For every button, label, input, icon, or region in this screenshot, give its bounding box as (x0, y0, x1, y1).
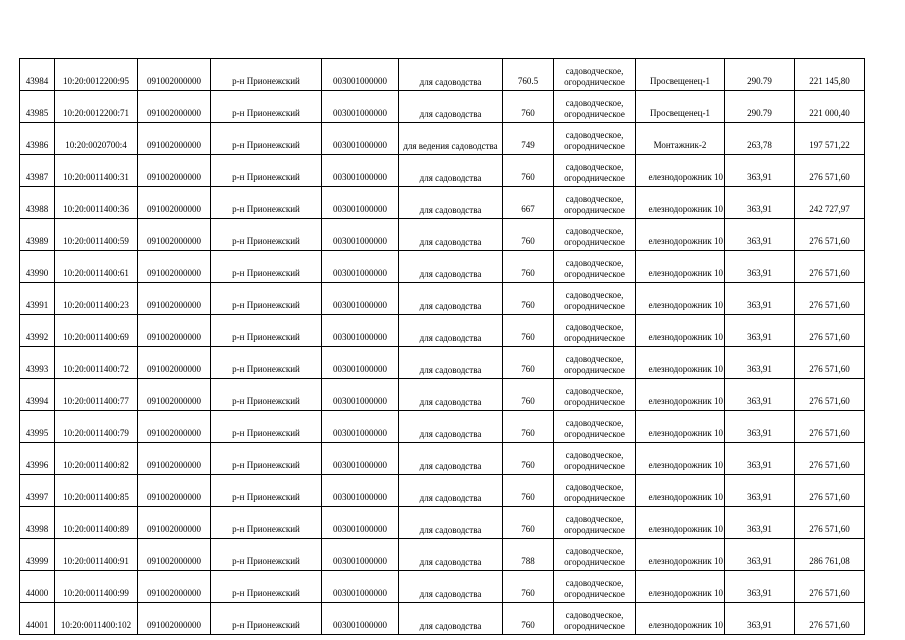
permitted-use-cell: для садоводства (399, 251, 503, 283)
category-code-cell: 003001000000 (322, 155, 399, 187)
group-line-2: огородническое (564, 397, 625, 407)
location-cell: елезнодорожник 10 (636, 347, 725, 379)
area-cell: 760 (503, 571, 554, 603)
group-cell (554, 155, 636, 187)
group-line-2: огородническое (564, 141, 625, 151)
group-line-1: садоводческое, (565, 354, 624, 364)
table-row (20, 251, 865, 283)
district-cell: р-н Прионежский (211, 411, 322, 443)
location-cell: елезнодорожник 10 (636, 379, 725, 411)
table-row (20, 379, 865, 411)
group-cell (554, 187, 636, 219)
cadastral-value-cell: 221 000,40 (795, 91, 865, 123)
group-cell (554, 91, 636, 123)
location-cell: елезнодорожник 10 (636, 155, 725, 187)
cadastral-number-cell: 10:20:0011400:102 (55, 603, 138, 635)
cadastral-number-cell: 10:20:0011400:23 (55, 283, 138, 315)
group-line-1: садоводческое, (565, 226, 624, 236)
specific-value-cell: 363,91 (725, 155, 795, 187)
cadastral-number-cell: 10:20:0011400:85 (55, 475, 138, 507)
okato-code-cell: 091002000000 (138, 123, 211, 155)
cadastral-number-cell: 10:20:0011400:79 (55, 411, 138, 443)
group-line-2: огородническое (564, 109, 625, 119)
cadastral-value-cell: 276 571,60 (795, 475, 865, 507)
group-line-1: садоводческое, (565, 546, 624, 556)
okato-code-cell: 091002000000 (138, 251, 211, 283)
permitted-use-cell: для садоводства (399, 507, 503, 539)
cadastral-value-cell: 276 571,60 (795, 411, 865, 443)
district-cell: р-н Прионежский (211, 283, 322, 315)
group-cell (554, 411, 636, 443)
category-code-cell: 003001000000 (322, 539, 399, 571)
record-number-cell: 43997 (20, 475, 55, 507)
record-number-cell: 43988 (20, 187, 55, 219)
category-code-cell: 003001000000 (322, 411, 399, 443)
cadastral-value-cell: 276 571,60 (795, 251, 865, 283)
group-cell (554, 507, 636, 539)
district-cell: р-н Прионежский (211, 443, 322, 475)
specific-value-cell: 263,78 (725, 123, 795, 155)
cadastral-value-table (19, 58, 865, 635)
cadastral-number-cell: 10:20:0011400:72 (55, 347, 138, 379)
okato-code-cell: 091002000000 (138, 411, 211, 443)
okato-code-cell: 091002000000 (138, 219, 211, 251)
cadastral-value-cell: 276 571,60 (795, 603, 865, 635)
group-line-1: садоводческое, (565, 450, 624, 460)
district-cell: р-н Прионежский (211, 475, 322, 507)
area-cell: 788 (503, 539, 554, 571)
specific-value-cell: 363,91 (725, 411, 795, 443)
location-cell: елезнодорожник 10 (636, 539, 725, 571)
group-line-2: огородническое (564, 525, 625, 535)
category-code-cell: 003001000000 (322, 443, 399, 475)
table-row (20, 507, 865, 539)
category-code-cell: 003001000000 (322, 251, 399, 283)
group-cell (554, 123, 636, 155)
category-code-cell: 003001000000 (322, 315, 399, 347)
district-cell: р-н Прионежский (211, 571, 322, 603)
table-row (20, 59, 865, 91)
category-code-cell: 003001000000 (322, 91, 399, 123)
group-line-1: садоводческое, (565, 482, 624, 492)
table-row (20, 155, 865, 187)
area-cell: 760 (503, 507, 554, 539)
district-cell: р-н Прионежский (211, 219, 322, 251)
category-code-cell: 003001000000 (322, 475, 399, 507)
permitted-use-cell: для садоводства (399, 91, 503, 123)
cadastral-number-cell: 10:20:0011400:36 (55, 187, 138, 219)
category-code-cell: 003001000000 (322, 379, 399, 411)
cadastral-value-cell: 276 571,60 (795, 315, 865, 347)
district-cell: р-н Прионежский (211, 315, 322, 347)
record-number-cell: 43995 (20, 411, 55, 443)
table-row (20, 347, 865, 379)
group-line-2: огородническое (564, 589, 625, 599)
group-line-2: огородническое (564, 301, 625, 311)
table-row (20, 283, 865, 315)
group-line-1: садоводческое, (565, 194, 624, 204)
location-cell: елезнодорожник 10 (636, 187, 725, 219)
district-cell: р-н Прионежский (211, 187, 322, 219)
cadastral-number-cell: 10:20:0020700:4 (55, 123, 138, 155)
group-line-2: огородническое (564, 237, 625, 247)
group-cell (554, 251, 636, 283)
table-body (20, 59, 865, 635)
group-cell (554, 315, 636, 347)
specific-value-cell: 363,91 (725, 347, 795, 379)
group-line-1: садоводческое, (565, 610, 624, 620)
cadastral-value-cell: 276 571,60 (795, 379, 865, 411)
district-cell: р-н Прионежский (211, 603, 322, 635)
cadastral-value-cell: 197 571,22 (795, 123, 865, 155)
specific-value-cell: 363,91 (725, 603, 795, 635)
area-cell: 760 (503, 475, 554, 507)
group-line-2: огородническое (564, 557, 625, 567)
district-cell: р-н Прионежский (211, 59, 322, 91)
specific-value-cell: 363,91 (725, 315, 795, 347)
district-cell: р-н Прионежский (211, 251, 322, 283)
cadastral-value-cell: 221 145,80 (795, 59, 865, 91)
cadastral-value-cell: 286 761,08 (795, 539, 865, 571)
permitted-use-cell: для садоводства (399, 59, 503, 91)
specific-value-cell: 290.79 (725, 91, 795, 123)
group-line-1: садоводческое, (565, 578, 624, 588)
table-row (20, 123, 865, 155)
cadastral-value-cell: 276 571,60 (795, 219, 865, 251)
permitted-use-cell: для садоводства (399, 571, 503, 603)
record-number-cell: 43996 (20, 443, 55, 475)
record-number-cell: 43998 (20, 507, 55, 539)
location-cell: Монтажник-2 (636, 123, 725, 155)
specific-value-cell: 363,91 (725, 379, 795, 411)
cadastral-value-cell: 242 727,97 (795, 187, 865, 219)
area-cell: 760 (503, 347, 554, 379)
group-cell (554, 603, 636, 635)
okato-code-cell: 091002000000 (138, 379, 211, 411)
cadastral-number-cell: 10:20:0011400:77 (55, 379, 138, 411)
location-cell: елезнодорожник 10 (636, 411, 725, 443)
group-line-2: огородническое (564, 365, 625, 375)
group-line-2: огородническое (564, 333, 625, 343)
area-cell: 760 (503, 379, 554, 411)
group-line-2: огородническое (564, 493, 625, 503)
specific-value-cell: 363,91 (725, 571, 795, 603)
okato-code-cell: 091002000000 (138, 91, 211, 123)
table-row (20, 187, 865, 219)
district-cell: р-н Прионежский (211, 347, 322, 379)
table-row (20, 219, 865, 251)
specific-value-cell: 363,91 (725, 507, 795, 539)
permitted-use-cell: для садоводства (399, 315, 503, 347)
group-cell (554, 539, 636, 571)
area-cell: 760 (503, 219, 554, 251)
group-line-1: садоводческое, (565, 290, 624, 300)
group-line-1: садоводческое, (565, 98, 624, 108)
group-cell (554, 219, 636, 251)
cadastral-number-cell: 10:20:0011400:89 (55, 507, 138, 539)
okato-code-cell: 091002000000 (138, 315, 211, 347)
record-number-cell: 44000 (20, 571, 55, 603)
group-line-2: огородническое (564, 429, 625, 439)
record-number-cell: 43992 (20, 315, 55, 347)
area-cell: 760 (503, 603, 554, 635)
group-cell (554, 59, 636, 91)
cadastral-number-cell: 10:20:0011400:91 (55, 539, 138, 571)
record-number-cell: 43999 (20, 539, 55, 571)
okato-code-cell: 091002000000 (138, 59, 211, 91)
district-cell: р-н Прионежский (211, 379, 322, 411)
group-line-2: огородническое (564, 173, 625, 183)
table-row (20, 475, 865, 507)
category-code-cell: 003001000000 (322, 219, 399, 251)
group-cell (554, 379, 636, 411)
group-cell (554, 475, 636, 507)
permitted-use-cell: для садоводства (399, 283, 503, 315)
category-code-cell: 003001000000 (322, 123, 399, 155)
specific-value-cell: 363,91 (725, 539, 795, 571)
permitted-use-cell: для садоводства (399, 603, 503, 635)
area-cell: 760.5 (503, 59, 554, 91)
specific-value-cell: 363,91 (725, 283, 795, 315)
table-row (20, 571, 865, 603)
cadastral-number-cell: 10:20:0012200:71 (55, 91, 138, 123)
permitted-use-cell: для садоводства (399, 347, 503, 379)
record-number-cell: 43986 (20, 123, 55, 155)
cadastral-value-cell: 276 571,60 (795, 283, 865, 315)
area-cell: 760 (503, 283, 554, 315)
district-cell: р-н Прионежский (211, 539, 322, 571)
record-number-cell: 43990 (20, 251, 55, 283)
cadastral-value-cell: 276 571,60 (795, 443, 865, 475)
okato-code-cell: 091002000000 (138, 507, 211, 539)
permitted-use-cell: для садоводства (399, 539, 503, 571)
record-number-cell: 43987 (20, 155, 55, 187)
group-line-2: огородническое (564, 621, 625, 631)
location-cell: елезнодорожник 10 (636, 219, 725, 251)
record-number-cell: 43989 (20, 219, 55, 251)
cadastral-number-cell: 10:20:0011400:31 (55, 155, 138, 187)
table-row (20, 539, 865, 571)
specific-value-cell: 363,91 (725, 251, 795, 283)
permitted-use-cell: для ведения садоводства (399, 123, 503, 155)
group-line-1: садоводческое, (565, 514, 624, 524)
group-line-2: огородническое (564, 269, 625, 279)
table-row (20, 315, 865, 347)
cadastral-number-cell: 10:20:0011400:59 (55, 219, 138, 251)
specific-value-cell: 363,91 (725, 187, 795, 219)
record-number-cell: 43984 (20, 59, 55, 91)
permitted-use-cell: для садоводства (399, 219, 503, 251)
location-cell: Просвещенец-1 (636, 59, 725, 91)
cadastral-value-cell: 276 571,60 (795, 507, 865, 539)
specific-value-cell: 363,91 (725, 219, 795, 251)
record-number-cell: 43994 (20, 379, 55, 411)
group-line-2: огородническое (564, 461, 625, 471)
area-cell: 760 (503, 443, 554, 475)
okato-code-cell: 091002000000 (138, 539, 211, 571)
category-code-cell: 003001000000 (322, 507, 399, 539)
record-number-cell: 43991 (20, 283, 55, 315)
category-code-cell: 003001000000 (322, 603, 399, 635)
location-cell: елезнодорожник 10 (636, 315, 725, 347)
group-line-2: огородническое (564, 205, 625, 215)
okato-code-cell: 091002000000 (138, 155, 211, 187)
permitted-use-cell: для садоводства (399, 475, 503, 507)
group-line-1: садоводческое, (565, 162, 624, 172)
group-line-1: садоводческое, (565, 386, 624, 396)
permitted-use-cell: для садоводства (399, 187, 503, 219)
location-cell: елезнодорожник 10 (636, 475, 725, 507)
specific-value-cell: 363,91 (725, 475, 795, 507)
cadastral-number-cell: 10:20:0012200:95 (55, 59, 138, 91)
group-line-1: садоводческое, (565, 130, 624, 140)
permitted-use-cell: для садоводства (399, 443, 503, 475)
district-cell: р-н Прионежский (211, 507, 322, 539)
category-code-cell: 003001000000 (322, 59, 399, 91)
location-cell: елезнодорожник 10 (636, 507, 725, 539)
cadastral-value-cell: 276 571,60 (795, 571, 865, 603)
table-row (20, 91, 865, 123)
area-cell: 667 (503, 187, 554, 219)
okato-code-cell: 091002000000 (138, 187, 211, 219)
okato-code-cell: 091002000000 (138, 475, 211, 507)
location-cell: елезнодорожник 10 (636, 283, 725, 315)
location-cell: елезнодорожник 10 (636, 571, 725, 603)
area-cell: 760 (503, 155, 554, 187)
category-code-cell: 003001000000 (322, 571, 399, 603)
record-number-cell: 44001 (20, 603, 55, 635)
table-row (20, 411, 865, 443)
area-cell: 749 (503, 123, 554, 155)
group-line-1: садоводческое, (565, 322, 624, 332)
okato-code-cell: 091002000000 (138, 603, 211, 635)
category-code-cell: 003001000000 (322, 347, 399, 379)
table-row (20, 603, 865, 635)
okato-code-cell: 091002000000 (138, 571, 211, 603)
okato-code-cell: 091002000000 (138, 283, 211, 315)
group-cell (554, 571, 636, 603)
cadastral-number-cell: 10:20:0011400:82 (55, 443, 138, 475)
location-cell: елезнодорожник 10 (636, 251, 725, 283)
okato-code-cell: 091002000000 (138, 347, 211, 379)
permitted-use-cell: для садоводства (399, 155, 503, 187)
group-cell (554, 283, 636, 315)
cadastral-value-cell: 276 571,60 (795, 347, 865, 379)
location-cell: елезнодорожник 10 (636, 443, 725, 475)
table-row (20, 443, 865, 475)
group-cell (554, 347, 636, 379)
specific-value-cell: 363,91 (725, 443, 795, 475)
okato-code-cell: 091002000000 (138, 443, 211, 475)
district-cell: р-н Прионежский (211, 91, 322, 123)
record-number-cell: 43993 (20, 347, 55, 379)
cadastral-number-cell: 10:20:0011400:69 (55, 315, 138, 347)
location-cell: Просвещенец-1 (636, 91, 725, 123)
area-cell: 760 (503, 411, 554, 443)
group-line-2: огородническое (564, 77, 625, 87)
group-line-1: садоводческое, (565, 258, 624, 268)
area-cell: 760 (503, 315, 554, 347)
record-number-cell: 43985 (20, 91, 55, 123)
specific-value-cell: 290.79 (725, 59, 795, 91)
category-code-cell: 003001000000 (322, 187, 399, 219)
group-line-1: садоводческое, (565, 66, 624, 76)
location-cell: елезнодорожник 10 (636, 603, 725, 635)
district-cell: р-н Прионежский (211, 123, 322, 155)
cadastral-number-cell: 10:20:0011400:99 (55, 571, 138, 603)
group-line-1: садоводческое, (565, 418, 624, 428)
area-cell: 760 (503, 91, 554, 123)
district-cell: р-н Прионежский (211, 155, 322, 187)
permitted-use-cell: для садоводства (399, 379, 503, 411)
area-cell: 760 (503, 251, 554, 283)
category-code-cell: 003001000000 (322, 283, 399, 315)
cadastral-number-cell: 10:20:0011400:61 (55, 251, 138, 283)
permitted-use-cell: для садоводства (399, 411, 503, 443)
group-cell (554, 443, 636, 475)
cadastral-value-cell: 276 571,60 (795, 155, 865, 187)
